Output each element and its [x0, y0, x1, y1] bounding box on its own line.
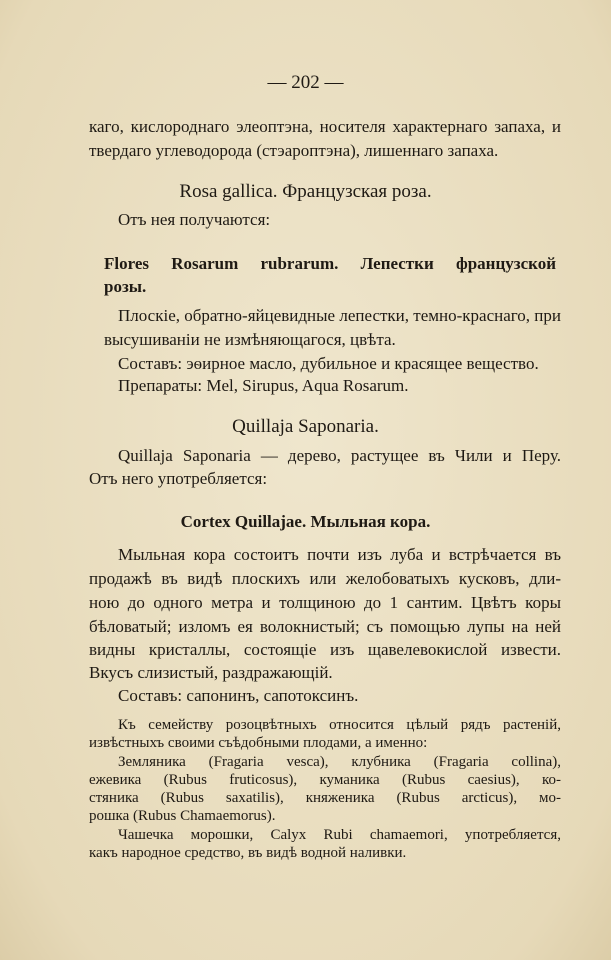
quillaja-body-line-1: Мыльная кора состоитъ почти изъ луба и встрѣчается въ — [118, 545, 561, 564]
rosa-composition: Составъ: эѳирное масло, дубильное и красящее вещество. — [118, 354, 539, 373]
rosa-description-line-2: высушиваніи не измѣняющагося, цвѣта. — [104, 330, 396, 349]
intro-line-2: твердаго углеводорода (стэароптэна), лишеннаго запаха. — [89, 141, 499, 160]
family-note-line-3: Земляника (Fragaria vesca), клубника (Fragaria collina), — [118, 754, 561, 770]
quillaja-body-line-6: Вкусъ слизистый, раздражающій. — [89, 663, 333, 682]
quillaja-heading: Quillaja Saponaria. — [232, 416, 379, 437]
rosa-obtained: Отъ нея получаются: — [118, 210, 271, 229]
family-note-line-5: стяника (Rubus saxatilis), княженика (Rubus arcticus), мо- — [89, 790, 561, 806]
rosa-description-line-1: Плоскіе, обратно-яйцевидные лепестки, темно-краснаго, при — [118, 306, 562, 325]
quillaja-body-line-5: видны кристаллы, состоящіе изъ щавелевокислой извести. — [89, 640, 561, 659]
quillaja-body-line-3: ною до одного метра и толщиною до 1 сантим. Цвѣтъ коры — [89, 593, 561, 612]
rosa-heading: Rosa gallica. Французская роза. — [179, 181, 432, 202]
rosa-subheading-line-1: Flores Rosarum rubrarum. Лепестки французской — [104, 254, 556, 273]
quillaja-composition: Составъ: сапонинъ, сапотоксинъ. — [118, 686, 359, 705]
rosa-subheading-line-2: розы. — [104, 277, 147, 296]
page-number: — 202 — — [267, 72, 344, 93]
family-note-line-1: Къ семейству розоцвѣтныхъ относится цѣлый рядъ растеній, — [118, 717, 561, 733]
family-note-line-8: какъ народное средство, въ видѣ водной наливки. — [89, 845, 407, 861]
quillaja-body-line-4: бѣловатый; изломъ ея волокнистый; съ помощью лупы на ней — [89, 617, 561, 636]
quillaja-description-line-2: Отъ него употребляется: — [89, 469, 268, 488]
rosa-preparations: Препараты: Mel, Sirupus, Aqua Rosarum. — [118, 376, 409, 395]
family-note-line-7: Чашечка морошки, Calyx Rubi chamaemori, употребляется, — [118, 827, 561, 843]
family-note-line-6: рошка (Rubus Chamaemorus). — [89, 808, 276, 824]
quillaja-description-line-1: Quillaja Saponaria — дерево, растущее въ Чили и Перу. — [118, 446, 561, 465]
quillaja-subheading: Cortex Quillajae. Мыльная кора. — [180, 512, 431, 531]
intro-line-1: каго, кислороднаго элеоптэна, носителя характернаго запаха, и — [89, 117, 561, 136]
family-note-line-4: ежевика (Rubus fruticosus), куманика (Rubus caesius), ко- — [89, 772, 561, 788]
family-note-line-2: извѣстныхъ своими съѣдобными плодами, а именно: — [89, 735, 428, 751]
quillaja-body-line-2: продажѣ въ видѣ плоскихъ или желобоватыхъ кусковъ, дли- — [89, 569, 561, 588]
